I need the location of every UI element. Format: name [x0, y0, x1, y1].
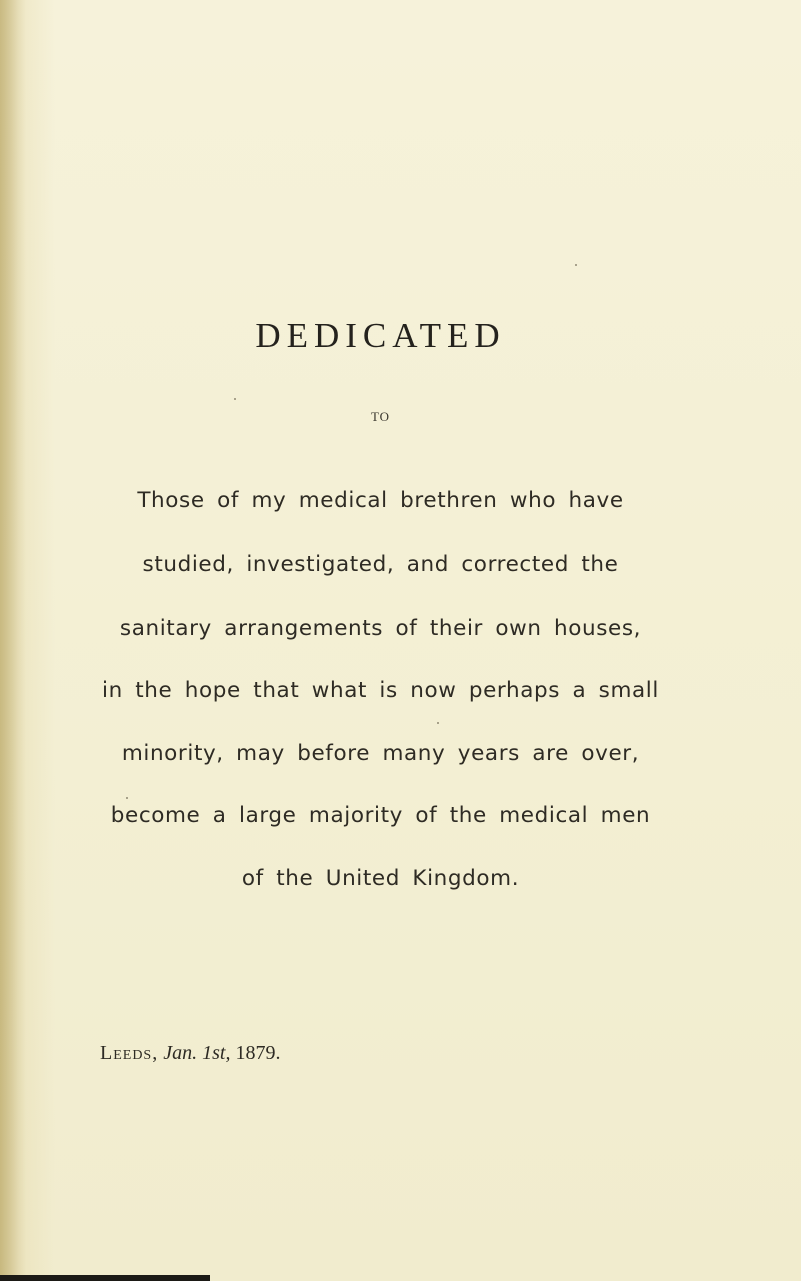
dedication-heading: DEDICATED: [255, 316, 506, 355]
dedication-line: studied, investigated, and corrected the: [142, 552, 619, 577]
dedication-line: in the hope that what is now perhaps a small: [102, 678, 659, 703]
paper-speck: [126, 797, 128, 799]
paper-speck: [234, 398, 236, 400]
signoff-place: Leeds,: [100, 1042, 159, 1064]
dedication-line: minority, may before many years are over,: [121, 741, 640, 766]
page-bottom-edge: [0, 1275, 210, 1281]
dedication-line: Those of my medical brethren who have: [137, 488, 624, 513]
signoff: [100, 1042, 280, 1065]
dedication-to: TO: [370, 409, 391, 424]
dedication-line: of the United Kingdom.: [241, 866, 520, 891]
signoff-year: 1879.: [235, 1042, 281, 1064]
paper-speck: [437, 722, 439, 724]
dedication-line: sanitary arrangements of their own houses,: [119, 616, 642, 641]
dedication-line: become a large majority of the medical men: [110, 803, 651, 828]
signoff-day: 1st,: [202, 1042, 231, 1064]
signoff-month: Jan.: [163, 1042, 198, 1064]
paper-speck: [575, 264, 577, 266]
